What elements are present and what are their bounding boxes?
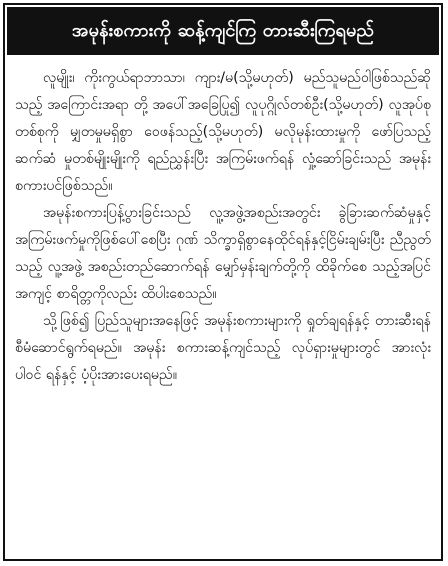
notice-title: အမုန်းစကားကို ဆန့်ကျင်ကြ တားဆီးကြရမည်	[7, 7, 439, 55]
paragraph-definition: လူမျိုး၊ ကိုးကွယ်ရာဘာသာ၊ ကျား/မ(သို့မဟုတ်) မည်သူမည်ဝါဖြစ်သည်ဆိုသည့် အကြောင်းအရာ တို့ အပေါ်အခြေပြု၍ လူပုဂ္ဂိုလ်တစ်ဦး(သို့မဟုတ်) လူအုပ်စု တစ်စုကို မျှတမှုမရှိစွာ ဝေဖန်သည့်(သို့မဟုတ်) မလိုမုန်းထားမှုကို ဖော်ပြသည့် ဆက်ဆံ မှုတစ်မျိုးမျိုးကို ရည်ညွှန်းပြီး အကြမ်းဖက်ရန် လှုံ့ဆော်ခြင်းသည် အမုန်းစကားပင်ဖြစ်သည်။	[15, 70, 431, 194]
notice-body	[15, 65, 431, 551]
paragraph-impact: အမုန်းစကားပြန့်ပွားခြင်းသည် လူ့အဖွဲ့အစည်းအတွင်း ခွဲခြားဆက်ဆံမှုနှင့် အကြမ်းဖက်မှုကိုဖြစ်ပေါ်စေပြီး ဂုဏ် သိက္ခာရှိစွာနေထိုင်ရန်နှင့်ငြိမ်းချမ်းပြီး ညီညွတ်သည့် လူ့အဖွဲ့ အစည်းတည်ဆောက်ရန် မျှော်မှန်းချက်တို့ကို ထိခိုက်စေ သည့်အပြင် အကျင့် စာရိတ္တကိုလည်း ထိပါးစေသည်။	[15, 205, 431, 302]
notice-frame	[3, 3, 443, 561]
paragraph-call-to-action: သို့ဖြစ်၍ ပြည်သူများအနေဖြင့် အမုန်းစကားများကို ရှုတ်ချရန်နှင့် တားဆီးရန် စီမံဆောင်ရွက်ရမည်။ အမုန်း စကားဆန့်ကျင်သည့် လုပ်ရှားမှုများတွင် အားလုံး ပါဝင် ရန်နှင့် ပံ့ပိုးအားပေးရမည်။	[15, 313, 431, 383]
